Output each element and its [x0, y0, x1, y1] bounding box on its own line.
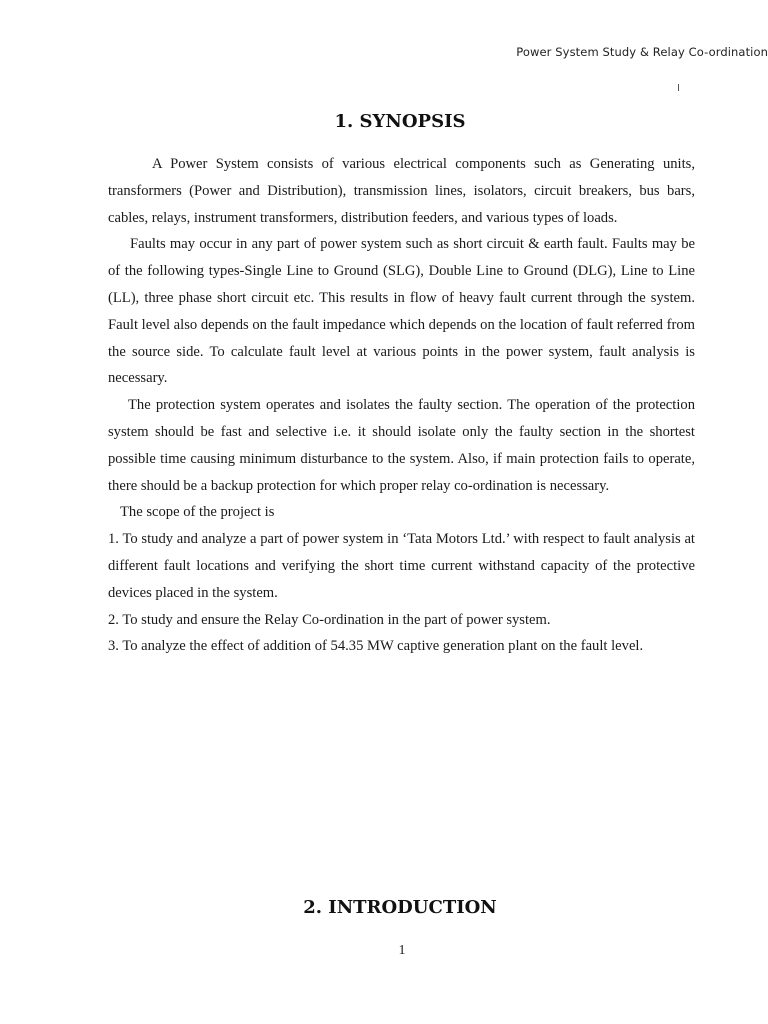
synopsis-paragraph: A Power System consists of various electrical components such as Generating units, transformers (Power and Distribution), transmission lines, isolators, circuit breakers, bus bars, cables, relays, instrument transformers, distribution feeders, and various types of loads.: [108, 156, 695, 226]
page-number: 1: [398, 943, 406, 958]
synopsis-heading: 1. SYNOPSIS: [334, 111, 466, 132]
running-header: Power System Study & Relay Co-ordination: [516, 45, 768, 59]
synopsis-paragraph: Faults may occur in any part of power system such as short circuit & earth fault. Faults may be of the following types-Single Line to Ground (SLG), Double Line to Ground (DLG), Line to Line (LL), three phase short circuit etc. This results in flow of heavy fault current through the system. Fault level also depends on the fault impedance which depends on the location of fault referred from the source side. To calculate fault level at various points in the power system, fault analysis is necessary.: [108, 236, 695, 387]
synopsis-body: [108, 151, 695, 660]
scope-item: 2. To study and ensure the Relay Co-ordination in the part of power system.: [108, 611, 551, 628]
introduction-heading: 2. INTRODUCTION: [303, 897, 497, 918]
scope-item: 1. To study and analyze a part of power system in ‘Tata Motors Ltd.’ with respect to fault analysis at different fault locations and verifying the short time current withstand capacity of the protective devices placed in the system.: [108, 531, 695, 601]
header-tick-mark: [678, 84, 679, 91]
scope-intro: The scope of the project is: [120, 504, 275, 521]
synopsis-paragraph: The protection system operates and isolates the faulty section. The operation of the protection system should be fast and selective i.e. it should isolate only the faulty section in the shortest possible time causing minimum disturbance to the system. Also, if main protection fails to operate, there should be a backup protection for which proper relay co-ordination is necessary.: [108, 397, 695, 494]
scope-item: 3. To analyze the effect of addition of 54.35 MW captive generation plant on the fault level.: [108, 638, 644, 655]
